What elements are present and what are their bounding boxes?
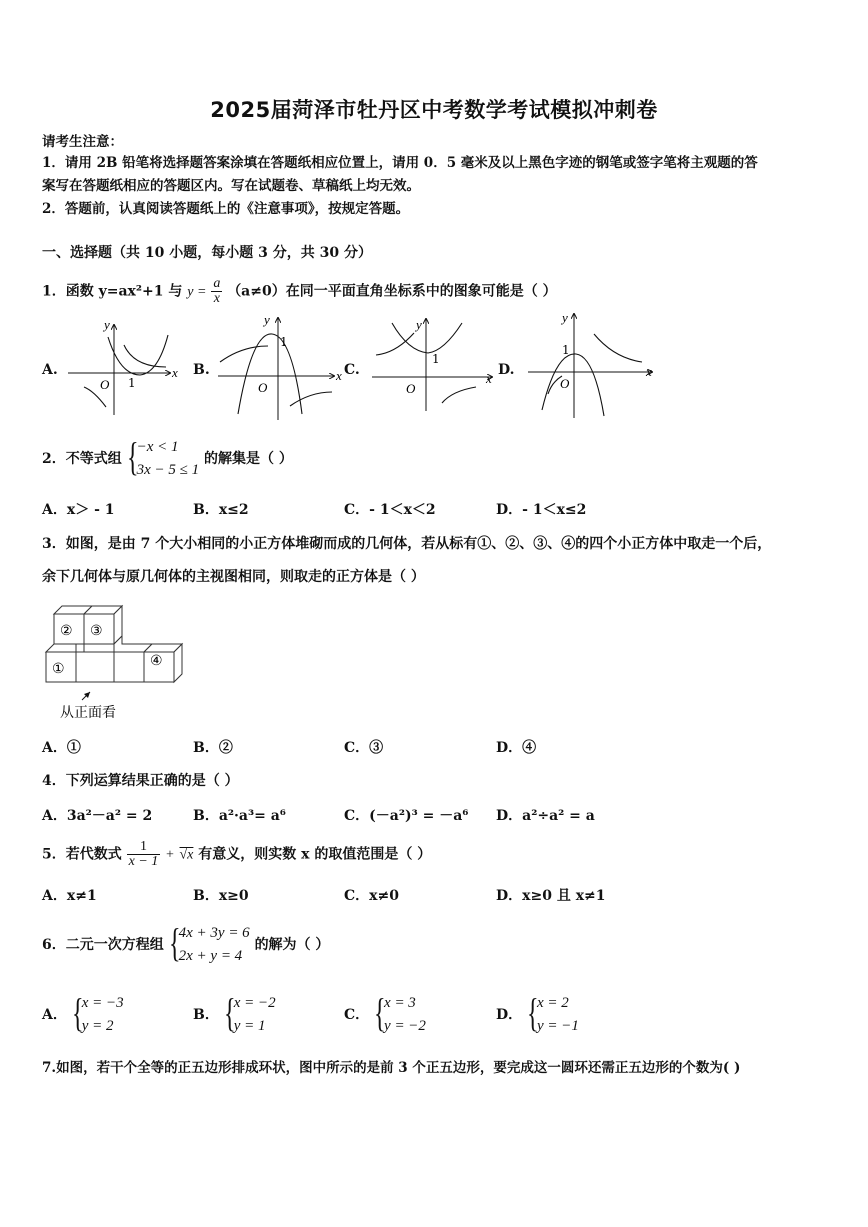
q2-option-c[interactable]: C．- 1＜x＜2 bbox=[344, 502, 436, 518]
notice-line-1: 1．请用 2B 铅笔将选择题答案涂填在答题纸相应位置上，请用 0．5 毫米及以上黑色字迹的钢笔或签字笔将主观题的答 bbox=[42, 155, 758, 171]
q1b-x-label: x bbox=[336, 368, 342, 383]
q5-fraction bbox=[127, 840, 161, 869]
q6-option-b-system bbox=[224, 992, 276, 1038]
q6-prefix: 6．二元一次方程组 bbox=[42, 937, 164, 953]
q3-view-label: 从正面看 bbox=[60, 705, 116, 721]
q6-option-b-row-2: y = 1 bbox=[233, 1018, 266, 1034]
q6-option-a-system bbox=[72, 992, 124, 1038]
q2-option-a[interactable]: A．x＞ - 1 bbox=[42, 502, 115, 518]
q5-frac-num: 1 bbox=[127, 840, 161, 855]
q3-cube-label-4: ④ bbox=[150, 653, 163, 669]
q6-option-d-row-2: y = −1 bbox=[537, 1018, 579, 1034]
question-1 bbox=[42, 277, 557, 306]
q6-suffix: 的解为（ ） bbox=[254, 937, 330, 953]
q6-option-c-brace: { bbox=[374, 990, 386, 1035]
q3-option-b[interactable]: B．② bbox=[193, 740, 233, 756]
q3-cube-label-2: ② bbox=[60, 623, 73, 639]
q1-option-d[interactable]: D. bbox=[498, 362, 515, 378]
q6-option-d-brace: { bbox=[527, 990, 539, 1035]
q1b-y-label: y bbox=[264, 312, 270, 327]
q1-graph-d bbox=[518, 308, 663, 420]
q1a-y-label: y bbox=[104, 317, 110, 332]
notice-line-2: 2．答题前，认真阅读答题纸上的《注意事项》，按规定答题。 bbox=[42, 201, 410, 217]
q6-option-b[interactable] bbox=[193, 992, 276, 1040]
q2-option-d[interactable]: D．- 1＜x≤2 bbox=[496, 502, 587, 518]
q3-option-d[interactable]: D．④ bbox=[496, 740, 537, 756]
q6-row-2: 2x + y = 4 bbox=[178, 948, 243, 964]
q2-system bbox=[127, 436, 200, 482]
q6-option-a-row-1: x = −3 bbox=[81, 995, 124, 1011]
notice-line-1b: 案写在答题纸相应的答题区内。写在试题卷、草稿纸上均无效。 bbox=[42, 178, 420, 194]
q5-option-d[interactable]: D．x≥0 且 x≠1 bbox=[496, 888, 606, 904]
section-heading: 一、选择题（共 10 小题，每小题 3 分，共 30 分） bbox=[42, 245, 372, 261]
q1-fraction bbox=[211, 277, 222, 306]
q5-option-b[interactable]: B．x≥0 bbox=[193, 888, 249, 904]
q6-option-b-label: B． bbox=[193, 1007, 219, 1023]
q1c-y-label: y bbox=[416, 317, 422, 332]
q2-brace: { bbox=[126, 434, 139, 479]
q2-option-b[interactable]: B．x≤2 bbox=[193, 502, 249, 518]
q6-option-c-label: C． bbox=[344, 1007, 370, 1023]
q5-prefix: 5．若代数式 bbox=[42, 846, 122, 863]
q2-row-1: −x < 1 bbox=[136, 439, 179, 455]
q6-system bbox=[169, 922, 250, 968]
q7-stem: 7.如图，若干个全等的正五边形排成环状，图中所示的是前 3 个正五边形，要完成这一圆环还需正五边形的个数为( ) bbox=[42, 1060, 741, 1076]
q1c-x-label: x bbox=[486, 371, 492, 386]
q6-option-a-brace: { bbox=[71, 990, 84, 1035]
q3-line-1: 3．如图，是由 7 个大小相同的小正方体堆砌而成的几何体，若从标有①、②、③、④的四个小正方体中取走一个后， bbox=[42, 536, 772, 552]
q6-option-d-label: D． bbox=[496, 1007, 523, 1023]
q1-graph-a bbox=[62, 315, 182, 417]
q6-option-c-system bbox=[374, 992, 426, 1038]
q1d-x-label: x bbox=[646, 364, 652, 379]
q1-option-c[interactable]: C. bbox=[344, 362, 360, 378]
q6-option-d[interactable] bbox=[496, 992, 579, 1040]
q1d-one: 1 bbox=[562, 343, 570, 357]
q6-brace: { bbox=[168, 920, 181, 965]
q6-row-1: 4x + 3y = 6 bbox=[178, 925, 250, 941]
q6-option-c-row-1: x = 3 bbox=[384, 995, 416, 1011]
q6-option-b-brace: { bbox=[223, 990, 236, 1035]
q6-option-c[interactable] bbox=[344, 992, 426, 1040]
q4-option-d[interactable]: D．a²÷a² = a bbox=[496, 808, 595, 824]
q1a-one: 1 bbox=[128, 376, 136, 390]
q1b-one: 1 bbox=[280, 335, 288, 349]
q2-row-2: 3x − 5 ≤ 1 bbox=[136, 462, 200, 478]
q6-option-d-row-1: x = 2 bbox=[537, 995, 569, 1011]
q5-option-a[interactable]: A．x≠1 bbox=[42, 888, 97, 904]
q4-option-a[interactable]: A．3a²－a² = 2 bbox=[42, 808, 153, 824]
q6-option-a-label: A． bbox=[42, 1007, 67, 1023]
page-title: 2025届菏泽市牡丹区中考数学考试模拟冲刺卷 bbox=[210, 98, 658, 122]
q1a-x-label: x bbox=[172, 365, 178, 380]
q1-prefix: 1．函数 y=ax²+1 与 bbox=[42, 283, 183, 300]
question-5 bbox=[42, 840, 431, 869]
q1-graph-c bbox=[368, 313, 498, 413]
q2-prefix: 2．不等式组 bbox=[42, 451, 122, 467]
q3-cube-label-1: ① bbox=[52, 661, 65, 677]
q3-cube-label-3: ③ bbox=[90, 623, 103, 639]
q1d-origin: O bbox=[560, 376, 570, 391]
q1b-origin: O bbox=[258, 380, 268, 395]
q1-frac-num: a bbox=[213, 276, 221, 291]
q4-option-b[interactable]: B．a²·a³= a⁶ bbox=[193, 808, 286, 824]
q3-line-2: 余下几何体与原几何体的主视图相同，则取走的正方体是（ ） bbox=[42, 569, 425, 585]
q5-plus: + bbox=[165, 847, 175, 863]
question-6 bbox=[42, 922, 329, 974]
q3-option-a[interactable]: A．① bbox=[42, 740, 81, 756]
q1-y-eq: y = bbox=[187, 284, 207, 300]
q1d-y-label: y bbox=[562, 310, 568, 325]
q6-option-a-row-2: y = 2 bbox=[81, 1018, 114, 1034]
q2-suffix: 的解集是（ ） bbox=[204, 451, 293, 467]
question-2 bbox=[42, 436, 293, 482]
q4-stem: 4．下列运算结果正确的是（ ） bbox=[42, 773, 239, 789]
q1-suffix: （a≠0）在同一平面直角坐标系中的图象可能是（ ） bbox=[227, 283, 557, 300]
q1-graph-b bbox=[212, 312, 347, 422]
q5-suffix: 有意义，则实数 x 的取值范围是（ ） bbox=[198, 846, 432, 863]
q1-option-a[interactable]: A. bbox=[42, 362, 58, 378]
q6-option-a[interactable] bbox=[42, 992, 124, 1040]
q1a-origin: O bbox=[100, 377, 110, 392]
q1c-origin: O bbox=[406, 381, 416, 396]
q3-option-c[interactable]: C．③ bbox=[344, 740, 384, 756]
notice-heading: 请考生注意： bbox=[42, 134, 123, 150]
q5-option-c[interactable]: C．x≠0 bbox=[344, 888, 399, 904]
q5-frac-den: x − 1 bbox=[128, 854, 159, 869]
q1-option-b[interactable]: B. bbox=[193, 362, 210, 378]
q6-option-d-system bbox=[527, 992, 579, 1038]
q6-option-c-row-2: y = −2 bbox=[384, 1018, 426, 1034]
q4-option-c[interactable]: C．(－a²)³ = －a⁶ bbox=[344, 808, 469, 824]
q6-option-b-row-1: x = −2 bbox=[233, 995, 276, 1011]
q3-cube-figure bbox=[38, 600, 198, 725]
q1c-one: 1 bbox=[432, 352, 440, 366]
q5-sqrt: √x bbox=[179, 847, 194, 863]
q1-frac-den: x bbox=[213, 291, 220, 306]
